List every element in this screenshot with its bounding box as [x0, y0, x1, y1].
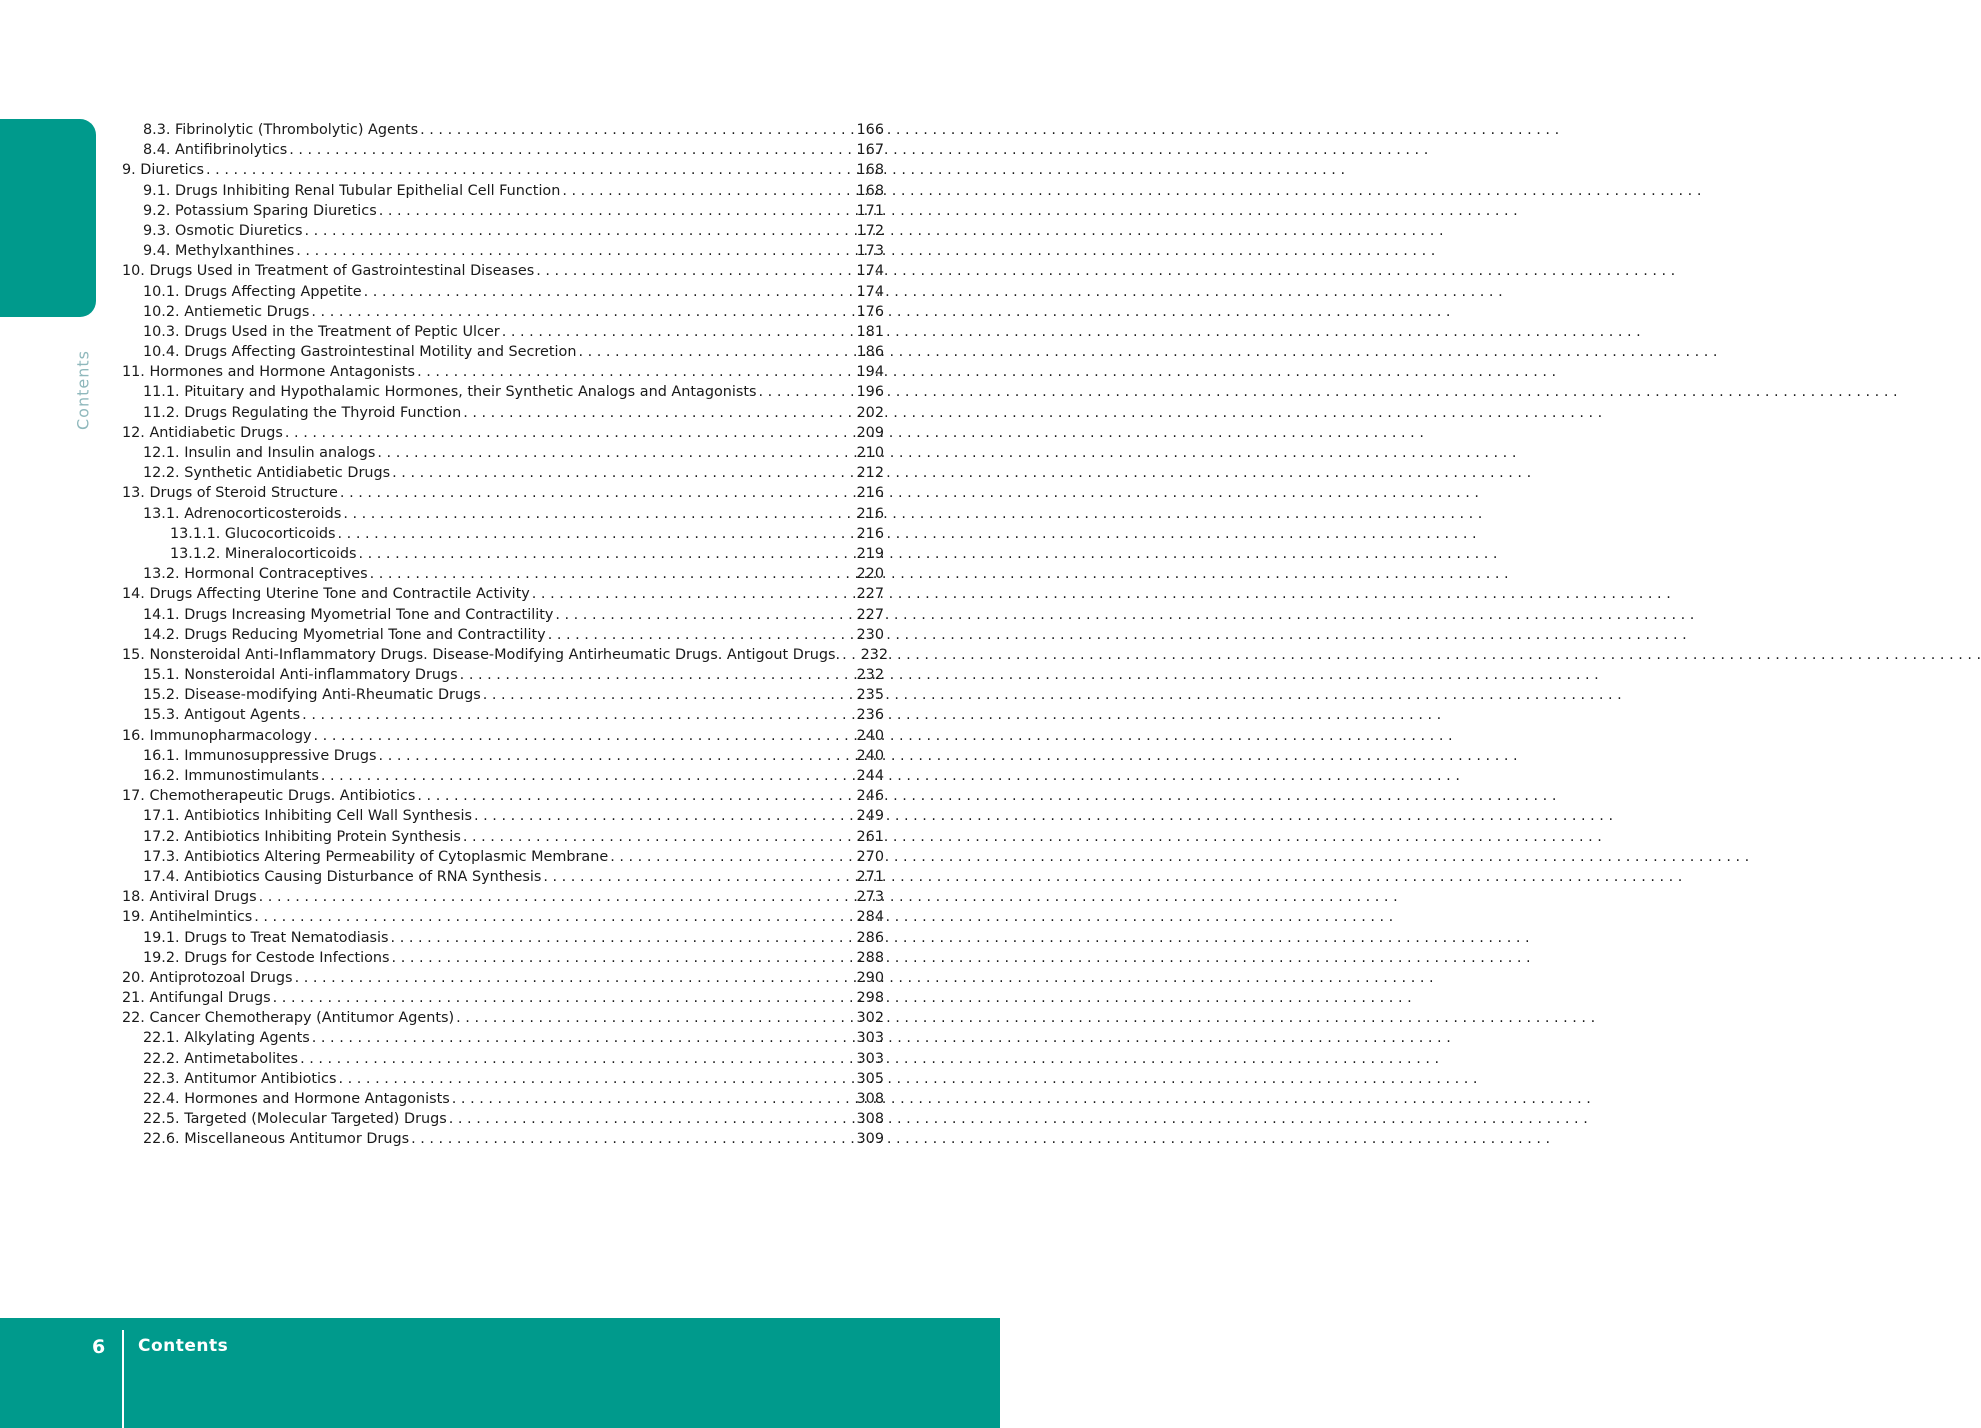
toc-entry-page: 273: [856, 889, 884, 906]
toc-entry[interactable]: [122, 302, 884, 322]
toc-entry-title: 17.4. Antibiotics Causing Disturbance of RNA Synthesis: [143, 868, 542, 885]
toc-entry-title: 17.2. Antibiotics Inhibiting Protein Synthesis: [143, 828, 461, 845]
toc-dot-leader: [449, 1109, 848, 1129]
toc-entry-title: 17.3. Antibiotics Altering Permeability of Cytoplasmic Membrane: [143, 848, 609, 865]
toc-entry-title: 9.3. Osmotic Diuretics: [143, 222, 303, 239]
toc-dot-leader: [379, 201, 848, 221]
toc-entry-page: 227: [856, 586, 884, 603]
toc-dot-leader: [417, 786, 848, 806]
toc-dot-leader: [340, 483, 848, 503]
footer-page-number: 6: [92, 1336, 106, 1358]
toc-entry[interactable]: [122, 806, 884, 826]
toc-entry-page: 167: [856, 142, 884, 159]
toc-entry-title: 12. Antidiabetic Drugs: [122, 424, 283, 441]
toc-entry[interactable]: [122, 140, 884, 160]
toc-entry-page: 244: [856, 768, 884, 784]
toc-dot-leader: [562, 181, 848, 201]
toc-entry-page: 196: [856, 384, 884, 401]
toc-dot-leader: [463, 827, 848, 847]
toc-entry[interactable]: [122, 625, 884, 645]
toc-entry[interactable]: [122, 443, 884, 463]
toc-entry-page: 166: [856, 122, 884, 138]
toc-dot-leader: [206, 160, 848, 180]
toc-entry-page: 249: [856, 808, 884, 825]
toc-dot-leader: [259, 887, 848, 907]
toc-entry-title: 17. Chemotherapeutic Drugs. Antibiotics: [122, 788, 416, 805]
toc-dot-leader: [452, 1089, 848, 1109]
toc-entry-title: 10.2. Antiemetic Drugs: [143, 303, 310, 320]
toc-dot-leader: [463, 403, 848, 423]
toc-dot-leader: [555, 605, 848, 625]
toc-dot-leader: [392, 948, 848, 968]
toc-entry-page: 172: [856, 222, 884, 239]
toc-entry-title: 8.3. Fibrinolytic (Thrombolytic) Agents: [143, 122, 419, 138]
toc-entry-page: 261: [856, 828, 884, 845]
toc-entry[interactable]: [122, 1089, 884, 1109]
toc-entry-title: 16.2. Immunostimulants: [143, 768, 319, 784]
toc-entry-page: 202: [856, 404, 884, 421]
toc-dot-leader: [391, 928, 848, 948]
toc-entry-page: 209: [856, 424, 884, 441]
toc-entry-page: 236: [856, 707, 884, 724]
toc-entry-title: 22.4. Hormones and Hormone Antagonists: [143, 1091, 450, 1107]
toc-entry[interactable]: [122, 645, 889, 665]
toc-entry-page: 186: [856, 344, 884, 361]
toc-entry[interactable]: [122, 584, 884, 604]
toc-entry-page: 216: [856, 525, 884, 542]
toc-entry-title: 19. Antihelmintics: [122, 909, 253, 926]
toc-entry[interactable]: [122, 705, 884, 725]
toc-entry-page: 271: [856, 868, 884, 885]
toc-dot-leader: [285, 423, 848, 443]
toc-entry-title: 8.4. Antifibrinolytics: [143, 142, 288, 159]
toc-entry-title: 10.1. Drugs Affecting Appetite: [143, 283, 362, 300]
toc-entry-title: 11. Hormones and Hormone Antagonists: [122, 364, 416, 381]
toc-entry-page: 168: [856, 162, 884, 179]
toc-entry[interactable]: [122, 1129, 884, 1149]
toc-entry[interactable]: [122, 665, 884, 685]
toc-entry-page: 181: [856, 323, 884, 340]
toc-entry[interactable]: [122, 867, 884, 887]
toc-dot-leader: [343, 504, 848, 524]
toc-dot-leader: [483, 685, 848, 705]
toc-entry-page: 235: [856, 687, 884, 704]
toc-entry-title: 17.1. Antibiotics Inhibiting Cell Wall Synthesis: [143, 808, 472, 825]
side-section-label: Contents: [73, 350, 93, 430]
toc-entry[interactable]: [122, 382, 884, 402]
footer-divider: [122, 1330, 124, 1428]
toc-entry-title: 9.1. Drugs Inhibiting Renal Tubular Epithelial Cell Function: [143, 182, 561, 199]
toc-entry-page: 270: [856, 848, 884, 865]
toc-dot-leader: [314, 726, 848, 746]
toc-entry[interactable]: [122, 403, 884, 423]
toc-dot-leader: [254, 907, 848, 927]
toc-entry-page: 168: [856, 182, 884, 199]
toc-entry[interactable]: [122, 887, 884, 907]
toc-dot-leader: [536, 261, 848, 281]
toc-entry[interactable]: [122, 463, 884, 483]
toc-dot-leader: [548, 625, 848, 645]
toc-entry-page: 194: [856, 364, 884, 381]
toc-entry-page: 171: [856, 202, 884, 219]
toc-entry-page: 302: [856, 1010, 884, 1027]
toc-entry[interactable]: [122, 766, 884, 786]
toc-entry-title: 14.2. Drugs Reducing Myometrial Tone and Contractility: [143, 626, 546, 643]
toc-dot-leader: [289, 140, 848, 160]
footer-bar: [0, 1318, 1000, 1428]
toc-entry[interactable]: [122, 1109, 884, 1129]
toc-entry[interactable]: [122, 160, 884, 180]
toc-entry-page: 216: [856, 485, 884, 502]
toc-entry-title: 9.4. Methylxanthines: [143, 243, 295, 260]
toc-entry-page: 284: [856, 909, 884, 926]
toc-entry-title: 22.1. Alkylating Agents: [143, 1030, 310, 1047]
toc-dot-leader: [300, 1049, 848, 1069]
toc-dot-leader: [302, 705, 848, 725]
toc-entry-title: 18. Antiviral Drugs: [122, 889, 257, 906]
footer-section-title: Contents: [138, 1336, 229, 1356]
toc-entry-title: 19.2. Drugs for Cestode Infections: [143, 949, 390, 966]
toc-entry[interactable]: [122, 564, 884, 584]
toc-entry-title: 22.6. Miscellaneous Antitumor Drugs: [143, 1131, 410, 1148]
toc-entry[interactable]: [122, 988, 884, 1008]
toc-entry-title: 13. Drugs of Steroid Structure: [122, 485, 338, 502]
toc-dot-leader: [417, 362, 848, 382]
toc-entry[interactable]: [122, 322, 884, 342]
toc-entry[interactable]: [122, 1069, 884, 1089]
toc-entry-page: 240: [856, 747, 884, 764]
toc-entry-page: 290: [856, 969, 884, 986]
toc-entry-title: 13.1. Adrenocorticosteroids: [143, 505, 342, 522]
toc-entry-page: 303: [856, 1030, 884, 1047]
toc-entry-title: 22.5. Targeted (Molecular Targeted) Drugs: [143, 1111, 447, 1128]
toc-entry[interactable]: [122, 605, 884, 625]
toc-dot-leader: [273, 988, 848, 1008]
toc-entry[interactable]: [122, 746, 884, 766]
toc-entry[interactable]: [122, 948, 884, 968]
toc-entry-title: 13.2. Hormonal Contraceptives: [143, 566, 368, 583]
toc-entry[interactable]: [122, 261, 884, 281]
toc-dot-leader: [543, 867, 848, 887]
toc-entry-title: 15.2. Disease-modifying Anti-Rheumatic Drugs: [143, 687, 481, 704]
toc-entry[interactable]: [122, 726, 884, 746]
toc-entry-page: 210: [856, 445, 884, 461]
toc-dot-leader: [392, 463, 848, 483]
toc-entry[interactable]: [122, 181, 884, 201]
toc-dot-leader: [379, 746, 848, 766]
toc-entry[interactable]: [122, 423, 884, 443]
toc-entry[interactable]: [122, 1008, 884, 1028]
toc-entry[interactable]: [122, 483, 884, 503]
toc-entry-title: 10. Drugs Used in Treatment of Gastrointestinal Diseases: [122, 263, 535, 280]
toc-entry[interactable]: [122, 928, 884, 948]
toc-entry-page: 240: [856, 727, 884, 744]
toc-entry[interactable]: [122, 524, 884, 544]
toc-dot-leader: [358, 544, 848, 564]
toc-entry[interactable]: [122, 827, 884, 847]
toc-entry[interactable]: [122, 1049, 884, 1069]
toc-dot-leader: [759, 382, 848, 402]
toc-dot-leader: [311, 302, 848, 322]
toc-entry-title: 13.1.2. Mineralocorticoids: [170, 545, 357, 562]
toc-dot-leader: [296, 241, 848, 261]
toc-entry-title: 15. Nonsteroidal Anti-Inflammatory Drugs. Disease-Modifying Antirheumatic Drugs. Antigout Drugs.: [122, 646, 841, 663]
toc-entry-page: 308: [856, 1111, 884, 1128]
toc-entry-title: 20. Antiprotozoal Drugs: [122, 969, 293, 986]
table-of-contents: [122, 120, 889, 1150]
toc-entry[interactable]: [122, 907, 884, 927]
toc-entry-page: 174: [856, 263, 884, 280]
toc-dot-leader: [578, 342, 848, 362]
toc-entry-page: 286: [856, 929, 884, 946]
toc-dot-leader: [610, 847, 848, 867]
toc-dot-leader: [295, 968, 848, 988]
toc-entry-page: 303: [856, 1050, 884, 1067]
toc-entry-page: 232: [860, 646, 889, 663]
toc-entry[interactable]: [122, 362, 884, 382]
toc-dot-leader: [460, 665, 848, 685]
toc-entry[interactable]: [122, 1028, 884, 1048]
toc-entry-page: 288: [856, 949, 884, 966]
toc-entry[interactable]: [122, 968, 884, 988]
toc-dot-leader: [377, 443, 848, 463]
toc-dot-leader: [338, 1069, 848, 1089]
toc-dot-leader: [411, 1129, 848, 1149]
toc-entry[interactable]: [122, 544, 884, 564]
section-side-tab: [0, 119, 96, 317]
toc-entry-title: 11.1. Pituitary and Hypothalamic Hormones, their Synthetic Analogs and Antagonists: [143, 384, 757, 401]
toc-entry[interactable]: [122, 504, 884, 524]
toc-entry-title: 11.2. Drugs Regulating the Thyroid Function: [143, 404, 462, 421]
toc-entry-page: 230: [856, 626, 884, 643]
toc-dot-leader: [456, 1008, 848, 1028]
toc-entry[interactable]: [122, 685, 884, 705]
toc-entry-page: 298: [856, 990, 884, 1007]
toc-entry-title: 22. Cancer Chemotherapy (Antitumor Agents): [122, 1010, 455, 1027]
toc-dot-leader: [420, 120, 848, 140]
toc-dot-leader: [532, 584, 848, 604]
toc-entry[interactable]: [122, 201, 884, 221]
toc-dot-leader: [312, 1028, 848, 1048]
toc-entry-title: 21. Antifungal Drugs: [122, 990, 271, 1007]
toc-entry-title: 14.1. Drugs Increasing Myometrial Tone and Contractility: [143, 606, 554, 623]
toc-entry-title: 10.4. Drugs Affecting Gastrointestinal Motility and Secretion: [143, 344, 577, 361]
toc-entry-page: 309: [856, 1131, 884, 1148]
toc-dot-leader: [305, 221, 848, 241]
toc-entry[interactable]: [122, 847, 884, 867]
toc-entry-title: 15.1. Nonsteroidal Anti-inflammatory Drugs: [143, 667, 458, 684]
toc-entry-page: 305: [856, 1070, 884, 1087]
toc-entry-title: 22.3. Antitumor Antibiotics: [143, 1070, 337, 1087]
toc-entry-page: 212: [856, 465, 884, 482]
toc-entry-page: 308: [856, 1091, 884, 1107]
toc-entry-page: 219: [856, 545, 884, 562]
toc-entry[interactable]: [122, 282, 884, 302]
toc-entry-title: 12.1. Insulin and Insulin analogs: [143, 445, 376, 461]
toc-entry-page: 174: [856, 283, 884, 300]
toc-entry-title: 9.2. Potassium Sparing Diuretics: [143, 202, 377, 219]
toc-dot-leader: [474, 806, 848, 826]
toc-entry-title: 9. Diuretics: [122, 162, 205, 179]
toc-dot-leader: [321, 766, 848, 786]
toc-dot-leader: [338, 524, 848, 544]
toc-entry[interactable]: [122, 241, 884, 261]
toc-entry-title: 14. Drugs Affecting Uterine Tone and Contractile Activity: [122, 586, 530, 603]
toc-entry[interactable]: [122, 342, 884, 362]
toc-entry[interactable]: [122, 221, 884, 241]
toc-entry-title: 10.3. Drugs Used in the Treatment of Peptic Ulcer: [143, 323, 500, 340]
toc-dot-leader: [842, 645, 852, 665]
toc-entry[interactable]: [122, 120, 884, 140]
toc-entry-page: 246: [856, 788, 884, 805]
toc-entry-page: 232: [856, 667, 884, 684]
toc-entry-title: 15.3. Antigout Agents: [143, 707, 301, 724]
toc-entry-page: 227: [856, 606, 884, 623]
toc-entry-title: 16.1. Immunosuppressive Drugs: [143, 747, 377, 764]
toc-dot-leader: [370, 564, 848, 584]
toc-dot-leader: [364, 282, 848, 302]
toc-entry-title: 22.2. Antimetabolites: [143, 1050, 299, 1067]
toc-entry[interactable]: [122, 786, 884, 806]
toc-entry-title: 13.1.1. Glucocorticoids: [170, 525, 336, 542]
toc-dot-leader: [502, 322, 848, 342]
toc-entry-title: 19.1. Drugs to Treat Nematodiasis: [143, 929, 389, 946]
toc-entry-page: 220: [856, 566, 884, 583]
toc-entry-page: 216: [856, 505, 884, 522]
toc-entry-page: 173: [856, 243, 884, 260]
toc-entry-page: 176: [856, 303, 884, 320]
toc-entry-title: 12.2. Synthetic Antidiabetic Drugs: [143, 465, 391, 482]
toc-entry-title: 16. Immunopharmacology: [122, 727, 312, 744]
